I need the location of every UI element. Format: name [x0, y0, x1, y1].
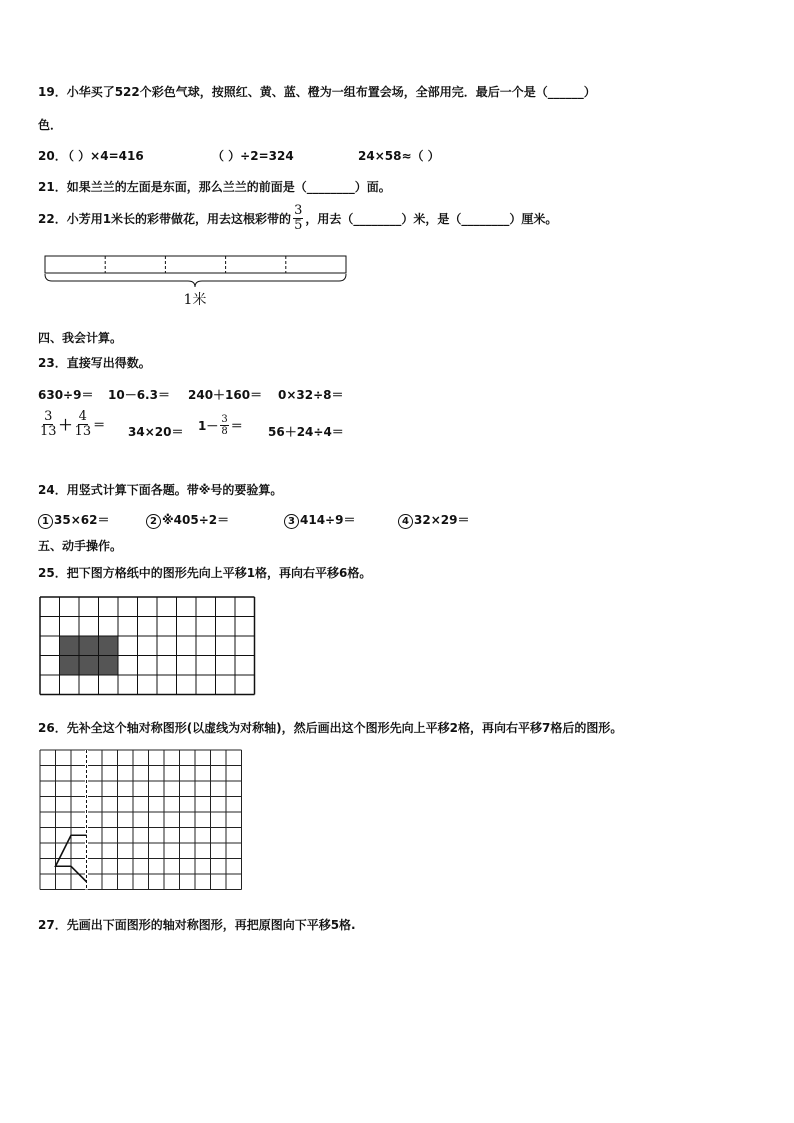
fraction-denominator: 13 — [40, 424, 57, 439]
circled-number: 3 — [284, 514, 299, 529]
ribbon-bar — [45, 256, 346, 273]
equals-sign: ＝ — [230, 419, 243, 433]
ribbon-label: 1米 — [183, 292, 207, 308]
calc-item: 10－6.3＝ — [108, 388, 170, 402]
question-20-expr-a: （ ）×4=416 — [62, 149, 144, 163]
calc-item: 34×20＝ — [128, 425, 184, 439]
question-25-title: 25．把下图方格纸中的图形先向上平移1格，再向右平移6格。 — [38, 566, 372, 580]
grid-paper-25 — [38, 595, 260, 703]
question-26-title: 26．先补全这个轴对称图形(以虚线为对称轴)，然后画出这个图形先向上平移2格，再向右平移7格后的图形。 — [38, 721, 623, 735]
fraction-numerator: 3 — [221, 414, 228, 425]
calc-item-fraction-sum — [38, 410, 105, 439]
circled-number: 1 — [38, 514, 53, 529]
question-23-title: 23．直接写出得数。 — [38, 356, 151, 370]
vertical-calc-item — [146, 511, 229, 529]
circled-number: 2 — [146, 514, 161, 529]
fraction-three-fifths — [293, 204, 303, 233]
calc-item: 240＋160＝ — [188, 388, 263, 402]
fraction-numerator: 3 — [294, 203, 303, 218]
fraction — [75, 410, 92, 439]
calc-item: 0×32÷8＝ — [278, 388, 344, 402]
section-4-title: 四、我会计算。 — [38, 331, 123, 345]
calc-prefix: 1－ — [198, 419, 219, 433]
ribbon-diagram — [40, 252, 352, 310]
question-19-tail: 色． — [38, 118, 63, 132]
fraction-denominator: 5 — [294, 218, 303, 233]
fraction-denominator: 13 — [74, 424, 92, 439]
question-27-title: 27．先画出下面图形的轴对称图形，再把原图向下平移5格. — [38, 918, 356, 932]
question-22-post: ，用去（________）米，是（________）厘米。 — [305, 212, 558, 226]
grid-paper-26 — [38, 748, 246, 900]
calc-expression: 32×29＝ — [414, 513, 470, 527]
calc-expression: ※405÷2＝ — [162, 513, 230, 527]
fraction — [220, 414, 228, 437]
calc-item: 630÷9＝ — [38, 388, 94, 402]
question-22 — [38, 204, 557, 233]
question-20-expr-b: （ ）÷2=324 — [212, 149, 294, 163]
calc-expression: 35×62＝ — [54, 513, 110, 527]
section-5-title: 五、动手操作。 — [38, 539, 123, 553]
fraction-numerator: 3 — [44, 409, 53, 424]
vertical-calc-item — [398, 511, 469, 529]
question-19 — [38, 83, 596, 100]
question-22-pre: 22．小芳用1米长的彩带做花，用去这根彩带的 — [38, 212, 292, 226]
plus-sign: ＋ — [58, 417, 73, 434]
question-19-text: 19．小华买了522个彩色气球，按照红、黄、蓝、橙为一组布置会场，全部用完．最后一个是（______） — [38, 85, 596, 99]
fraction-numerator: 4 — [78, 409, 87, 424]
question-20-expr-c: 24×58≈（ ） — [358, 149, 440, 163]
fraction — [40, 410, 57, 439]
vertical-calc-item — [38, 511, 109, 529]
calc-expression: 414÷9＝ — [300, 513, 356, 527]
ribbon-brace — [45, 274, 346, 287]
calc-item-one-minus-fraction — [198, 414, 243, 437]
question-21: 21．如果兰兰的左面是东面，那么兰兰的前面是（________）面。 — [38, 180, 391, 194]
question-24-title: 24．用竖式计算下面各题。带※号的要验算。 — [38, 483, 283, 497]
ribbon-dividers — [105, 256, 286, 273]
fraction-denominator: 8 — [221, 426, 228, 437]
vertical-calc-item — [284, 511, 355, 529]
equals-sign: ＝ — [93, 418, 106, 432]
question-20-number: 20． — [38, 149, 67, 163]
calc-item: 56＋24÷4＝ — [268, 425, 344, 439]
circled-number: 4 — [398, 514, 413, 529]
